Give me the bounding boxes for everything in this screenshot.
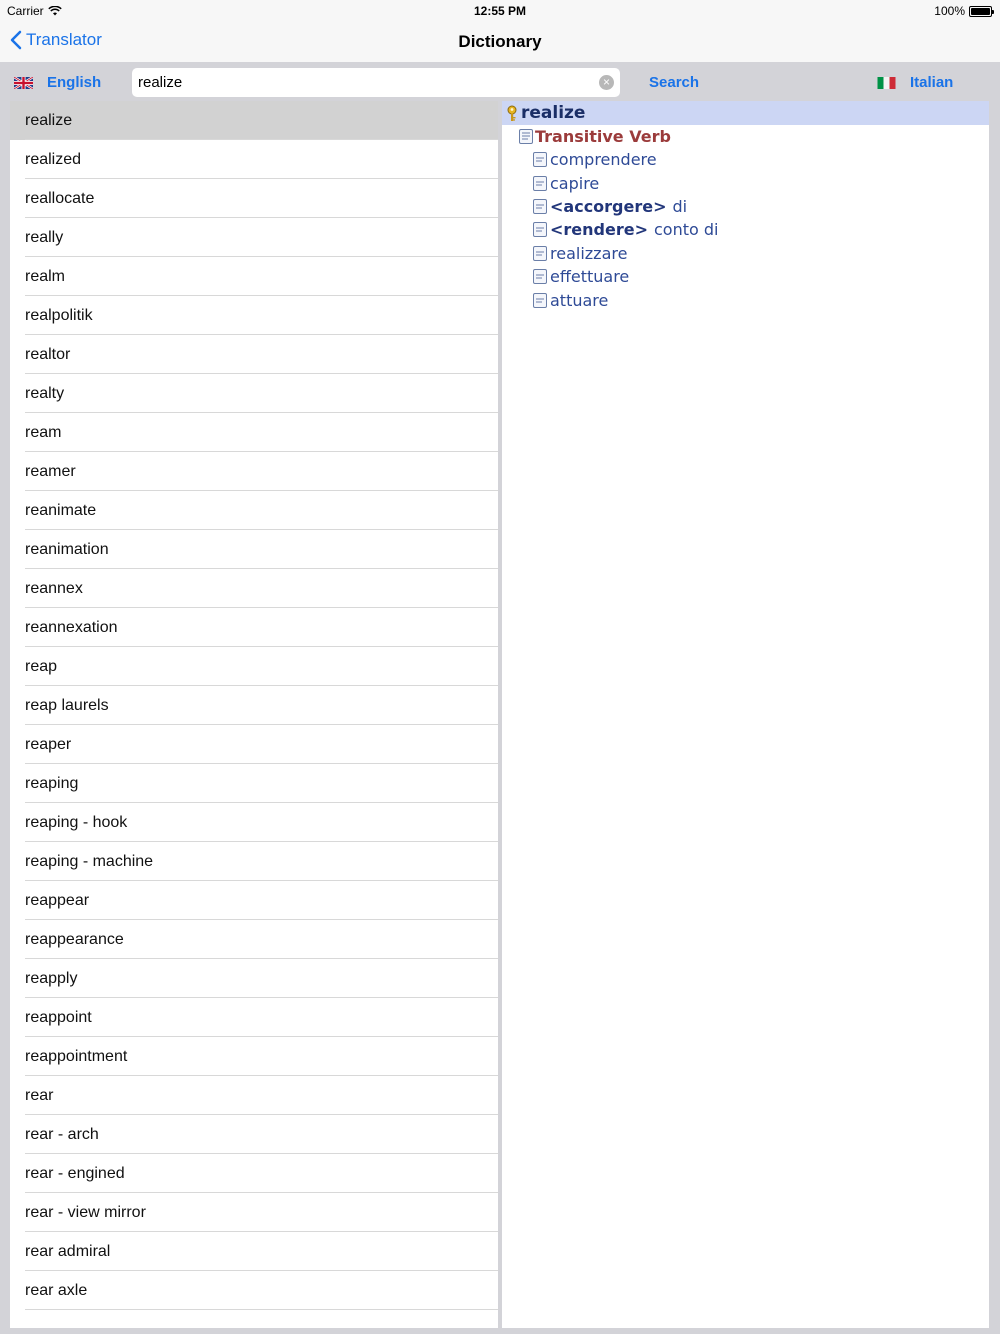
- word-list-item[interactable]: reanimation: [10, 530, 498, 569]
- headword-row: [502, 101, 989, 125]
- word-list-item[interactable]: rear admiral: [10, 1232, 498, 1271]
- translation-word: capire: [550, 173, 600, 193]
- word-list-item[interactable]: reannexation: [10, 608, 498, 647]
- source-language-label: English: [47, 74, 102, 91]
- target-language-button[interactable]: [877, 74, 953, 91]
- translation-word: <accorgere>: [550, 196, 667, 216]
- translation-item[interactable]: [502, 288, 989, 311]
- back-button-label: Translator: [26, 30, 102, 49]
- document-icon: [533, 222, 547, 237]
- word-list-item[interactable]: realtor: [10, 335, 498, 374]
- translation-item[interactable]: [502, 242, 989, 265]
- search-button[interactable]: Search: [649, 74, 700, 91]
- part-of-speech-row: [502, 125, 989, 148]
- key-icon: [506, 105, 518, 122]
- translation-item[interactable]: [502, 171, 989, 194]
- search-toolbar: [0, 62, 1000, 101]
- search-field[interactable]: [132, 68, 620, 97]
- status-right: [934, 4, 992, 18]
- word-list-item[interactable]: really: [10, 218, 498, 257]
- word-list-item[interactable]: reaping - hook: [10, 803, 498, 842]
- word-list-item[interactable]: reallocate: [10, 179, 498, 218]
- word-list-item[interactable]: reamer: [10, 452, 498, 491]
- word-list-item[interactable]: realm: [10, 257, 498, 296]
- translation-word: effettuare: [550, 267, 630, 287]
- word-list-item[interactable]: ream: [10, 413, 498, 452]
- headword: realize: [521, 103, 586, 123]
- source-language-button[interactable]: [14, 74, 101, 91]
- word-list-item[interactable]: realpolitik: [10, 296, 498, 335]
- word-list-item[interactable]: realize: [10, 101, 498, 140]
- battery-icon: [969, 6, 992, 17]
- document-icon: [533, 293, 547, 308]
- word-list-item[interactable]: rear axle: [10, 1271, 498, 1310]
- word-list-item[interactable]: reannex: [10, 569, 498, 608]
- translation-word: attuare: [550, 290, 609, 310]
- word-list-item[interactable]: reaping: [10, 764, 498, 803]
- search-input[interactable]: [138, 68, 598, 97]
- uk-flag-icon: [14, 77, 33, 89]
- translation-word: realizzare: [550, 243, 628, 263]
- word-list-item[interactable]: rear - view mirror: [10, 1193, 498, 1232]
- document-icon: [533, 269, 547, 284]
- translation-word: <rendere>: [550, 220, 648, 240]
- battery-fill: [971, 8, 990, 15]
- translation-list: [502, 148, 989, 312]
- document-icon: [519, 129, 533, 144]
- word-list-item[interactable]: realty: [10, 374, 498, 413]
- word-list-item[interactable]: reappearance: [10, 920, 498, 959]
- word-list-item[interactable]: reap laurels: [10, 686, 498, 725]
- word-list-item[interactable]: reap: [10, 647, 498, 686]
- translation-detail: [502, 101, 989, 1328]
- word-list-item[interactable]: reapply: [10, 959, 498, 998]
- translation-item[interactable]: [502, 265, 989, 288]
- page-title: Dictionary: [458, 32, 542, 51]
- word-list-item[interactable]: reappoint: [10, 998, 498, 1037]
- translation-word: comprendere: [550, 150, 657, 170]
- word-list-item[interactable]: reappear: [10, 881, 498, 920]
- translation-item[interactable]: [502, 195, 989, 218]
- clear-search-icon[interactable]: ×: [599, 75, 614, 90]
- word-list-item[interactable]: rear - engined: [10, 1154, 498, 1193]
- word-list-item[interactable]: rear - arch: [10, 1115, 498, 1154]
- back-button[interactable]: [10, 30, 102, 50]
- status-bar: [0, 0, 1000, 22]
- battery-percent: 100%: [934, 4, 965, 18]
- chevron-left-icon: [10, 30, 22, 50]
- carrier-label: Carrier: [7, 4, 44, 18]
- word-list-item[interactable]: realized: [10, 140, 498, 179]
- translation-item[interactable]: [502, 218, 989, 241]
- translation-suffix: conto di: [654, 220, 719, 240]
- target-language-label: Italian: [910, 74, 954, 91]
- status-time: 12:55 PM: [473, 4, 527, 18]
- navigation-bar: [0, 22, 1000, 62]
- document-icon: [533, 246, 547, 261]
- part-of-speech: Transitive Verb: [535, 127, 671, 146]
- word-list-item[interactable]: reappointment: [10, 1037, 498, 1076]
- translation-suffix: di: [672, 196, 688, 216]
- translation-item[interactable]: [502, 148, 989, 171]
- word-list-item[interactable]: reaping - machine: [10, 842, 498, 881]
- word-list-item[interactable]: reaper: [10, 725, 498, 764]
- document-icon: [533, 152, 547, 167]
- italy-flag-icon: [877, 77, 896, 89]
- document-icon: [533, 199, 547, 214]
- word-list-item[interactable]: reanimate: [10, 491, 498, 530]
- word-list[interactable]: [10, 101, 498, 1328]
- document-icon: [533, 176, 547, 191]
- word-list-item[interactable]: rear: [10, 1076, 498, 1115]
